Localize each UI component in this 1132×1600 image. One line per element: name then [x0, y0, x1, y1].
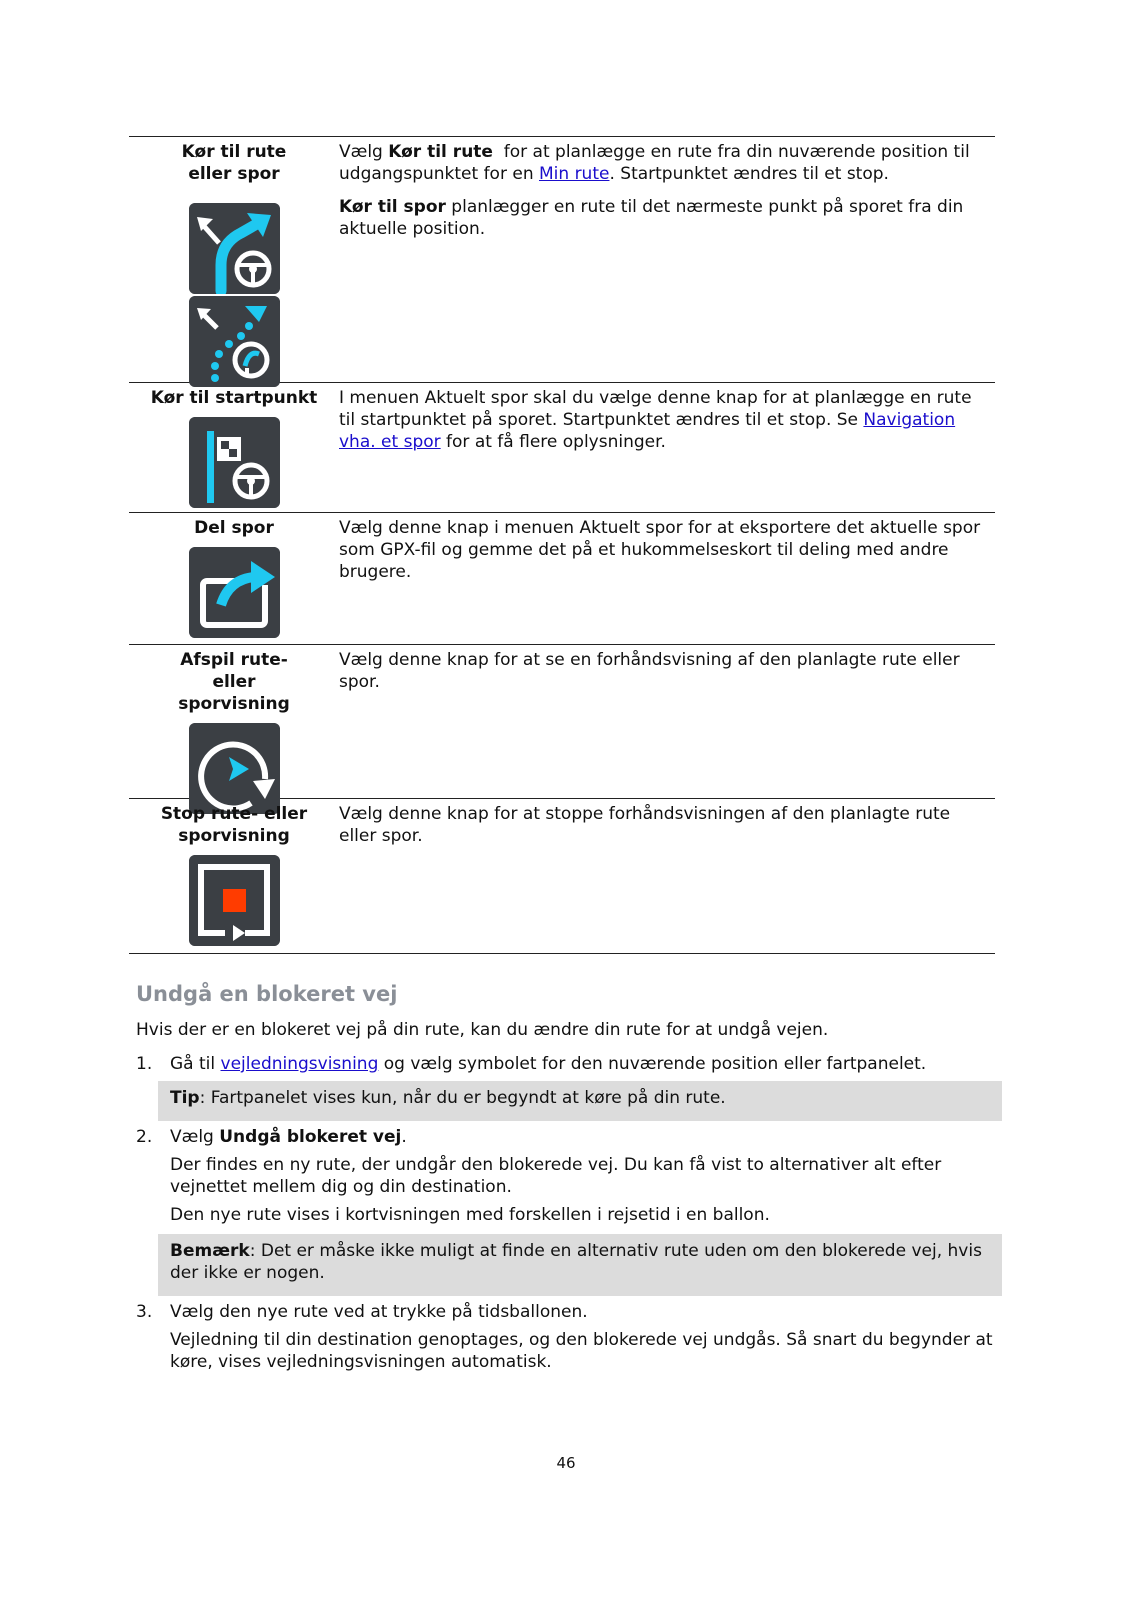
table-row [129, 513, 995, 645]
row-description [339, 799, 995, 953]
text: Vælg [339, 142, 389, 162]
note-text: : Det er måske ikke muligt at finde en alternativ rute uden om den blokerede vej, hvis der ikke er nogen. [170, 1241, 982, 1283]
min-rute-link[interactable]: Min rute [539, 164, 610, 184]
text: Vælg [170, 1127, 220, 1147]
drive-to-route-icon [189, 203, 280, 294]
table-row [129, 645, 995, 799]
row-label: Kør til rute eller spor [181, 142, 287, 184]
row-description [339, 513, 995, 644]
bold-text: Kør til rute [388, 142, 493, 162]
note-text: : Fartpanelet vises kun, når du er begyndt at køre på din rute. [199, 1088, 726, 1108]
tip-note [158, 1081, 1002, 1121]
row-label-cell [129, 513, 339, 644]
table-row [129, 799, 995, 954]
bold-text: Undgå blokeret vej [219, 1127, 402, 1147]
text: for at få flere oplysninger. [440, 432, 666, 452]
drive-to-track-icon [189, 296, 280, 387]
text: planlægger en rute til det nærmeste punkt på sporet fra din aktuelle position. [339, 197, 964, 239]
page-number: 46 [556, 1454, 576, 1472]
paragraph [339, 141, 985, 185]
note-box [158, 1234, 1002, 1296]
row-description [339, 383, 995, 512]
stop-preview-icon [189, 855, 280, 946]
row-label-cell [129, 799, 339, 953]
navigation-track-link[interactable]: Navigation vha. et spor [339, 410, 956, 452]
button-table [129, 136, 995, 954]
row-description [339, 645, 995, 798]
text: . Startpunktet ændres til et stop. [609, 164, 889, 184]
row-label: Del spor [194, 518, 274, 538]
step-text [170, 1053, 1000, 1075]
text: Gå til [170, 1054, 221, 1074]
row-label: Stop rute- eller sporvisning [160, 804, 308, 846]
row-description [339, 137, 995, 382]
vejledningsvisning-link[interactable]: vejledningsvisning [220, 1054, 379, 1074]
step-number: 2. [136, 1127, 153, 1147]
share-track-icon [189, 547, 280, 638]
step-number: 3. [136, 1302, 153, 1322]
step-number: 1. [136, 1054, 153, 1074]
step-text: Vælg den nye rute ved at trykke på tidsballonen. [170, 1302, 588, 1322]
paragraph: Vælg denne knap i menuen Aktuelt spor for at eksportere det aktuelle spor som GPX-fil og gemme det på et hukommelseskort til deling med andre brugere. [339, 518, 981, 582]
paragraph: Vælg denne knap for at se en forhåndsvisning af den planlagte rute eller spor. [339, 650, 960, 692]
section-title: Undgå en blokeret vej [136, 982, 398, 1006]
text: og vælg symbolet for den nuværende position eller fartpanelet. [378, 1054, 927, 1074]
table-row [129, 137, 995, 383]
row-label: Kør til startpunkt [150, 388, 318, 408]
row-label-cell [129, 383, 339, 512]
section-intro: Hvis der er en blokeret vej på din rute, kan du ændre din rute for at undgå vejen. [136, 1020, 829, 1040]
step-text [170, 1126, 1000, 1148]
text: . [401, 1127, 407, 1147]
row-label: Afspil rute- eller sporvisning [178, 650, 290, 714]
text: for at planlægge en rute fra din nuværende position til udgangspunktet for en [339, 142, 976, 184]
paragraph [339, 196, 985, 240]
drive-to-start-point-icon [189, 417, 280, 508]
step-paragraph: Der findes en ny rute, der undgår den blokerede vej. Du kan få vist to alternativer alt efter vejnettet mellem dig og din destination. [170, 1155, 942, 1197]
text: I menuen Aktuelt spor skal du vælge denne knap for at planlægge en rute til startpunktet på sporet. Startpunktet ændres til et stop. Se [339, 388, 972, 430]
note-label: Bemærk [170, 1241, 250, 1261]
paragraph [339, 387, 985, 453]
row-label-cell [129, 137, 339, 382]
note-label: Tip [170, 1088, 200, 1108]
paragraph: Vælg denne knap for at stoppe forhåndsvisningen af den planlagte rute eller spor. [339, 804, 951, 846]
bold-text: Kør til spor [339, 197, 446, 217]
table-row [129, 383, 995, 513]
step-paragraph: Den nye rute vises i kortvisningen med forskellen i rejsetid i en ballon. [170, 1205, 770, 1225]
step-paragraph: Vejledning til din destination genoptages, og den blokerede vej undgås. Så snart du begynder at køre, vises vejledningsvisningen automatisk. [170, 1330, 993, 1372]
row-label-cell [129, 645, 339, 798]
